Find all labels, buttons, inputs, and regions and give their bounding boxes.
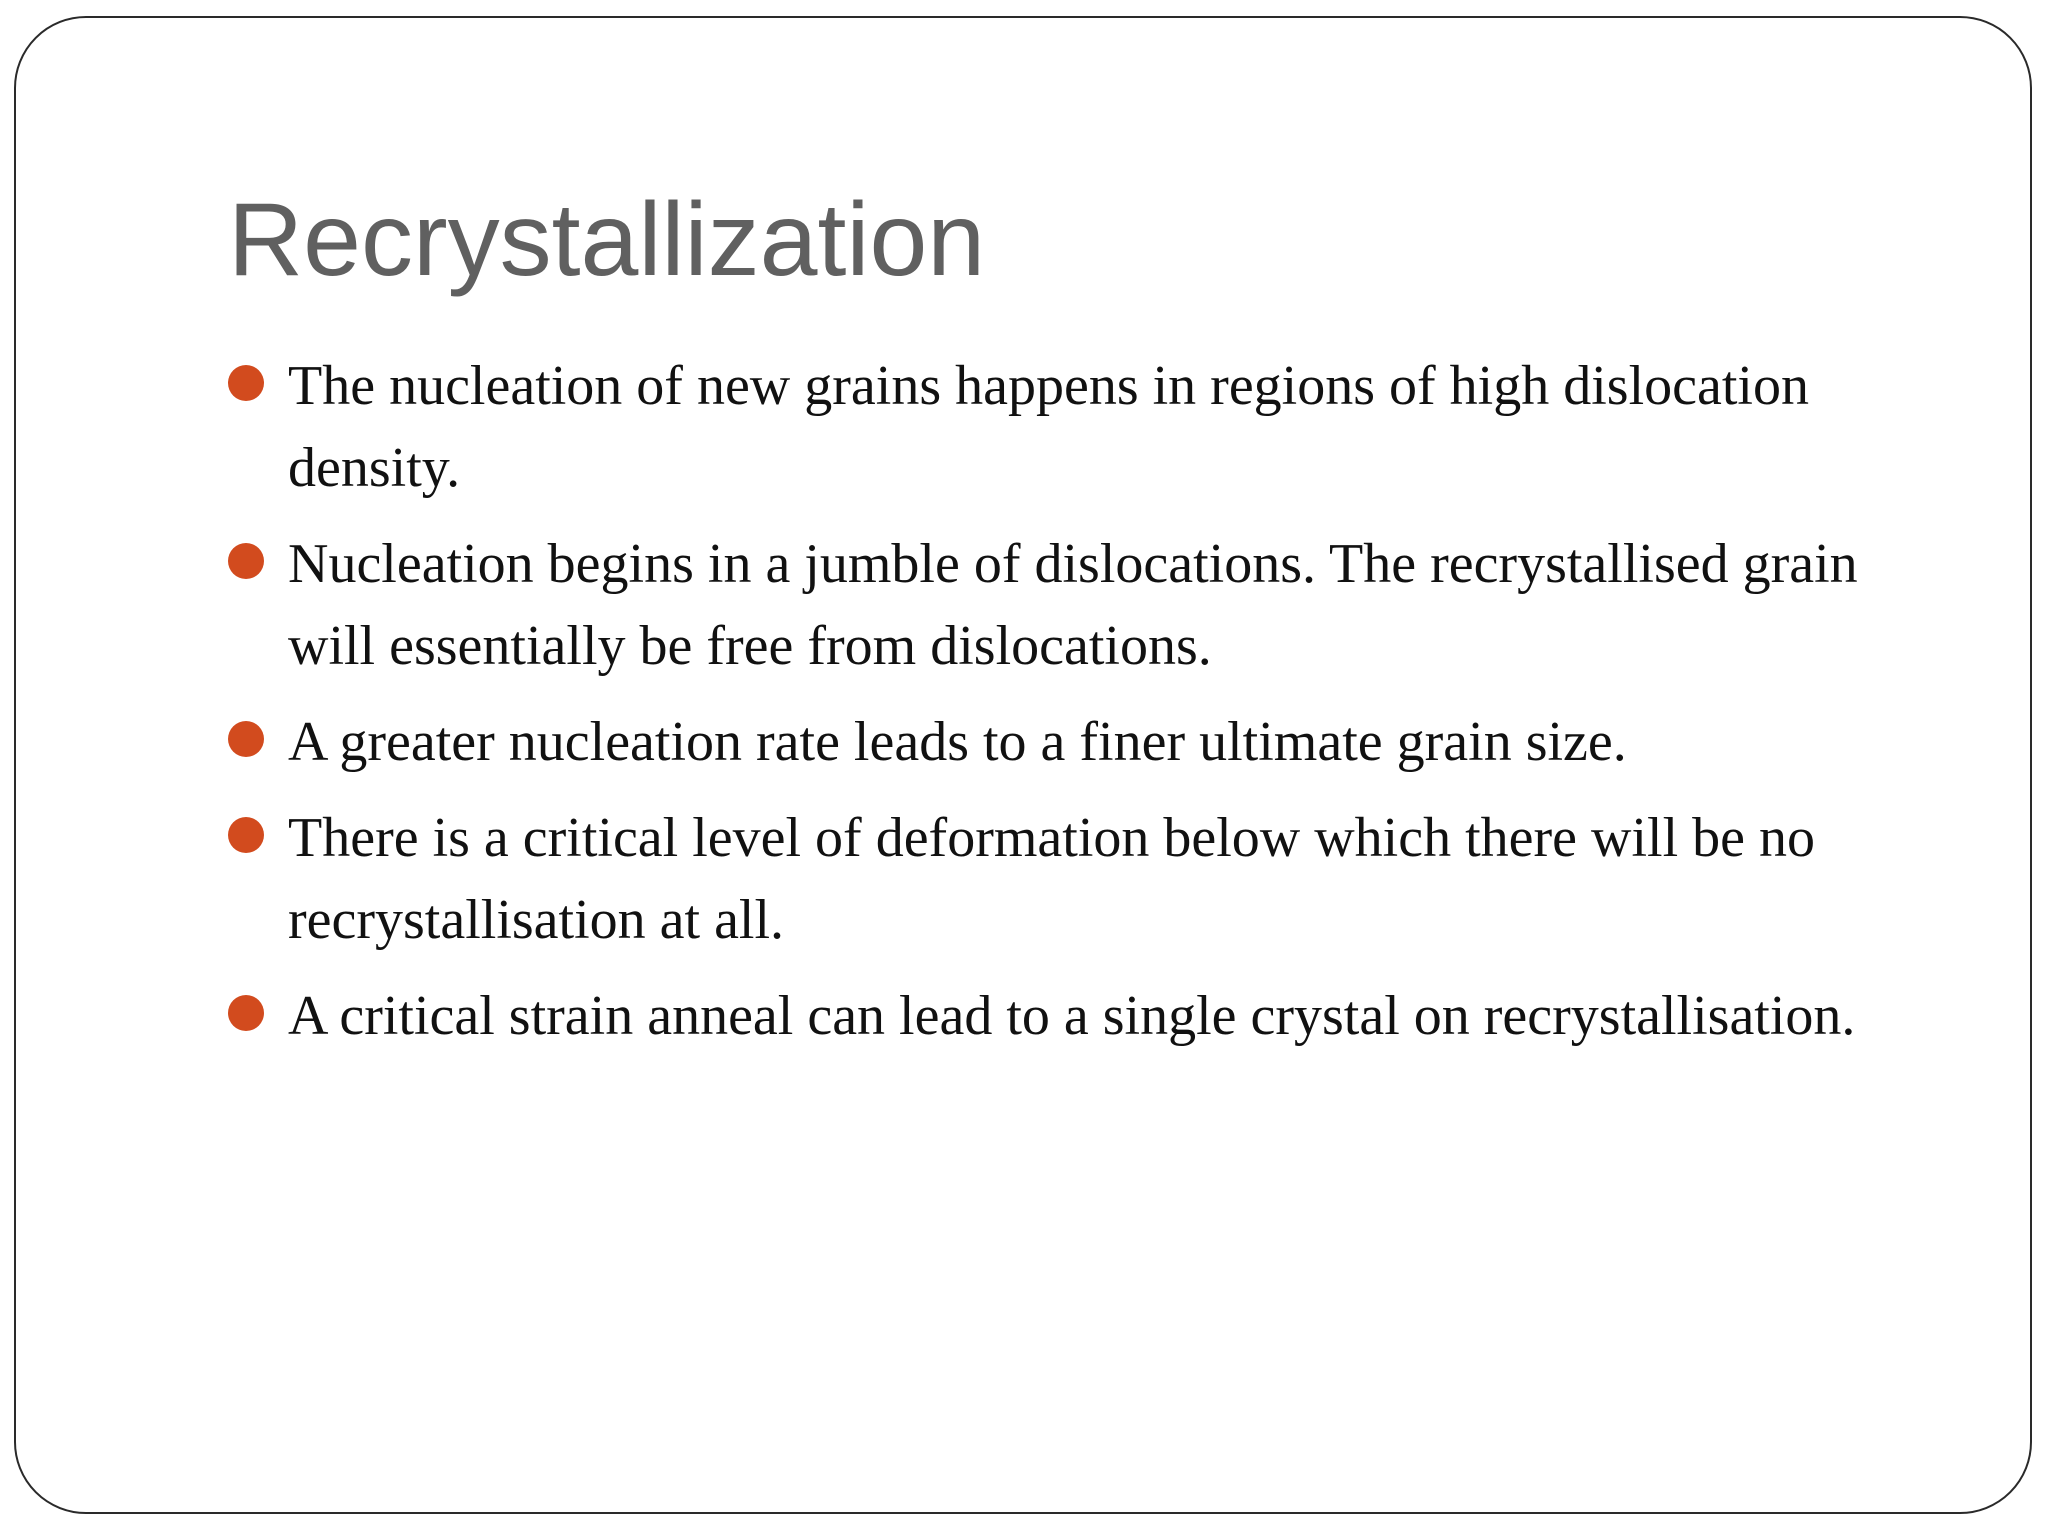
bullet-dot-icon [228,365,264,401]
bullet-dot-icon [228,721,264,757]
bullet-item [228,975,1888,1057]
bullet-text: The nucleation of new grains happens in regions of high dislocation density. [288,355,1809,499]
bullet-item [228,523,1888,687]
bullet-dot-icon [228,543,264,579]
slide-title: Recrystallization [228,182,986,298]
bullet-text: A critical strain anneal can lead to a single crystal on recrystallisation. [288,985,1856,1047]
bullet-item [228,797,1888,961]
bullet-text: A greater nucleation rate leads to a finer ultimate grain size. [288,711,1627,773]
bullet-text: Nucleation begins in a jumble of dislocations. The recrystallised grain will essentially be free from dislocations. [288,533,1858,677]
bullet-dot-icon [228,995,264,1031]
bullet-item [228,701,1888,783]
bullet-list [228,345,1888,1071]
bullet-item [228,345,1888,509]
bullet-text: There is a critical level of deformation below which there will be no recrystallisation at all. [288,807,1815,951]
bullet-dot-icon [228,817,264,853]
